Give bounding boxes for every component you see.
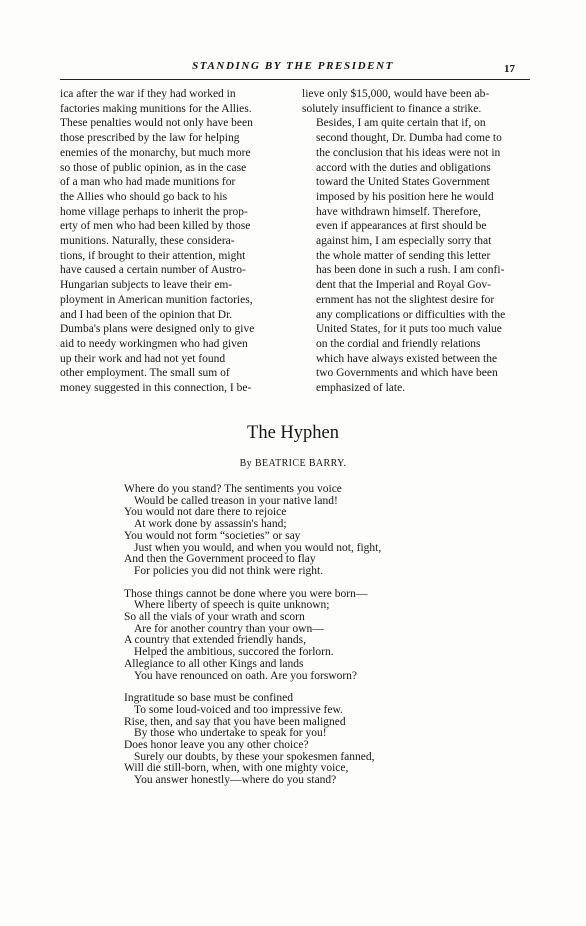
running-header-title: STANDING BY THE PRESIDENT [192,60,394,72]
text-line: on the cordial and friendly relations [316,337,481,350]
poem-line: For policies you did not think were right. [134,564,324,577]
text-line: the Allies who should go back to his [60,190,228,203]
poem-line: Just when you would, and when you would not, fight, [134,541,382,554]
text-line: the whole matter of sending this letter [316,249,491,262]
text-line: ernment has not the slightest desire for [316,293,495,306]
poem-body [124,484,381,798]
poem-line: A country that extended friendly hands, [124,634,307,647]
poem-stanza [124,589,381,683]
text-line: ica after the war if they had worked in [60,88,236,100]
text-line: enemies of the monarchy, but much more [60,146,251,159]
text-line: Hungarian subjects to leave their em- [60,279,233,292]
text-line: aid to needy workingmen who had given [60,337,248,350]
text-line: so those of public opinion, as in the case [60,161,247,174]
poem-line: At work done by assassin's hand; [134,518,287,531]
text-line: have caused a certain number of Austro- [60,264,246,277]
poem-line: Will die still-born, when, with one mighty voice, [124,762,349,775]
text-line: solutely insufficient to finance a strike. [302,102,482,115]
poem-line: Ingratitude so base must be confined [124,692,293,705]
text-line: home village perhaps to inherit the prop- [60,205,248,218]
text-line: toward the United States Government [316,176,490,189]
right-column-paragraph-2 [302,116,530,395]
poem-stanza [124,693,381,787]
text-line: against him, I am especially sorry that [316,235,492,248]
text-line: other employment. The small sum of [60,367,230,380]
text-line: any complications or difficulties with the [316,308,506,321]
text-line: have withdrawn himself. Therefore, [316,205,481,218]
left-column-paragraph [60,87,288,396]
poem-line: By those who undertake to speak for you! [134,727,327,740]
text-line: the conclusion that his ideas were not in [316,146,501,159]
poem-title: The Hyphen [247,423,339,443]
text-line: and I had been of the opinion that Dr. [60,308,233,321]
text-line: those prescribed by the law for helping [60,132,240,145]
text-line: which have always existed between the [316,352,498,365]
poem-line: You would not dare there to rejoice [124,506,287,519]
text-line: Besides, I am quite certain that if, on [316,117,486,130]
text-line: of a man who had made munitions for [60,176,236,189]
text-line: accord with the duties and obligations [316,161,491,174]
text-line: United States, for it puts too much value [316,323,502,336]
text-line: munitions. Naturally, these considera- [60,235,235,248]
poem-line: You have renounced on oath. Are you forsworn? [134,669,358,682]
poem-line: Where liberty of speech is quite unknown; [134,599,330,612]
poem-line: Those things cannot be done where you were born— [124,587,368,600]
right-column-paragraph-1 [302,87,530,116]
text-line: ployment in American munition factories, [60,293,253,306]
poem-line: You answer honestly—where do you stand? [134,774,337,787]
poem-line: Helped the ambitious, succored the forlorn. [134,646,334,659]
poem-line: And then the Government proceed to flay [124,553,316,566]
article-right-column [302,87,530,396]
text-line: second thought, Dr. Dumba had come to [316,132,502,145]
text-line: lieve only $15,000, would have been ab- [302,88,490,100]
page-number: 17 [504,63,515,75]
poem-stanza [124,484,381,578]
poem-line: Rise, then, and say that you have been maligned [124,715,346,728]
header-rule [60,79,530,80]
poem-byline: By BEATRICE BARRY. [239,458,347,469]
poem-line: Surely our doubts, by these your spokesmen fanned, [134,750,375,763]
text-line: has been done in such a rush. I am confi- [316,264,505,277]
text-line: money suggested in this connection, I be- [60,382,252,395]
poem-line: You would not form “societies” or say [124,529,301,542]
text-line: imposed by his position here he would [316,190,494,203]
poem-line: To some loud-voiced and too impressive few. [134,703,343,716]
text-line: These penalties would not only have been [60,117,253,130]
text-line: tions, if brought to their attention, might [60,249,246,262]
text-line: up their work and had not yet found [60,352,226,365]
text-line: two Governments and which have been [316,367,498,380]
poem-line: Would be called treason in your native land! [134,494,338,507]
poem-line: Where do you stand? The sentiments you voice [124,483,342,495]
text-line: erty of men who had been killed by those [60,220,251,233]
text-line: even if appearances at first should be [316,220,487,233]
poem-line: So all the vials of your wrath and scorn [124,611,305,624]
text-line: dent that the Imperial and Royal Gov- [316,279,492,292]
text-line: Dumba's plans were designed only to give [60,323,255,336]
poem-line: Does honor leave you any other choice? [124,739,309,752]
article-left-column [60,87,288,396]
poem-line: Allegiance to all other Kings and lands [124,657,304,670]
text-line: emphasized of late. [316,382,406,395]
poem-line: Are for another country than your own— [134,622,324,635]
text-line: factories making munitions for the Allies. [60,102,252,115]
